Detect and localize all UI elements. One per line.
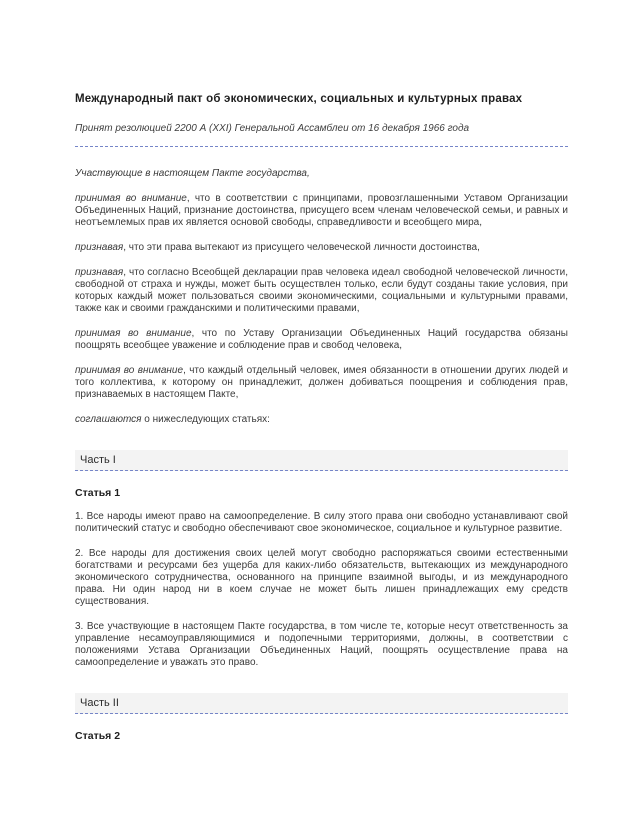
preamble-agreement-text: о нижеследующих статьях: xyxy=(141,414,270,425)
spacer xyxy=(75,682,568,693)
preamble-clause-1 xyxy=(75,193,568,229)
preamble-clause-1-lead: принимая во внимание xyxy=(75,193,187,204)
preamble-clause-3-text: , что согласно Всеобщей декларации прав человека идеал свободной человеческой личности, свободной от страха и нужды, может быть осуществлен только, если будут созданы такие условия, при которых каждый может пользоваться своими экономическими, социальными и культурными правами, также как и своими гражданскими и политическими правами, xyxy=(75,267,568,314)
document-subtitle: Принят резолюцией 2200 А (XXI) Генеральной Ассамблеи от 16 декабря 1966 года xyxy=(75,123,470,134)
article-1-paragraph-1: 1. Все народы имеют право на самоопределение. В силу этого права они свободно устанавливают свой политический статус и свободно обеспечивают свое экономическое, социальное и культурное развитие. xyxy=(75,511,568,534)
preamble-clause-2-text: , что эти права вытекают из присущего человеческой личности достоинства, xyxy=(123,242,480,253)
preamble-clause-1-text: , что в соответствии с принципами, провозглашенными Уставом Организации Объединенных Наций, признание достоинства, присущего всем членам человеческой семьи, и равных и неотъемлемых прав их является основой свободы, справедливости и всеобщего мира, xyxy=(75,193,568,228)
preamble-clause-4-lead: принимая во внимание xyxy=(75,328,192,339)
article-title-1: Статья 1 xyxy=(75,487,121,499)
preamble-clause-5 xyxy=(75,365,568,401)
section-heading-part-2: Часть II xyxy=(80,697,119,709)
preamble-clause-5-text: , что каждый отдельный человек, имея обязанности в отношении других людей и того коллектива, к которому он принадлежит, должен добиваться поощрения и соблюдения прав, признаваемых в настоящем Пакте, xyxy=(75,365,568,400)
preamble-clause-4-text: , что по Уставу Организации Объединенных Наций государства обязаны поощрять всеобщее уважение и соблюдение прав и свобод человека, xyxy=(75,328,568,351)
preamble-clause-2 xyxy=(75,242,568,254)
preamble-clause-2-lead: признавая xyxy=(75,242,124,253)
preamble-agreement xyxy=(75,414,568,426)
article-1-paragraph-2: 2. Все народы для достижения своих целей могут свободно распоряжаться своими естественными богатствами и ресурсами без ущерба для каких-либо обязательств, вытекающих из международного экономического сотрудничества, основанного на принципе взаимной выгоды, и из международного права. Ни один народ ни в коем случае не может быть лишен принадлежащих ему средств существования. xyxy=(75,548,568,607)
section-header-part-2 xyxy=(75,693,568,714)
preamble-clause-5-lead: принимая во внимание xyxy=(75,365,184,376)
article-1-paragraph-3: 3. Все участвующие в настоящем Пакте государства, в том числе те, которые несут ответственность за управление несамоуправляющимися и подопечными территориями, должны, в соответствии с положениями Устава Организации Объединенных Наций, поощрять осуществление права на самоопределение и уважать это право. xyxy=(75,621,568,668)
section-header-part-1 xyxy=(75,450,568,471)
preamble-opening: Участвующие в настоящем Пакте государства, xyxy=(75,168,310,179)
article-title-2: Статья 2 xyxy=(75,730,121,742)
preamble-clause-3 xyxy=(75,267,568,315)
section-heading-part-1: Часть I xyxy=(80,454,116,466)
dashed-separator-top xyxy=(75,146,568,147)
preamble-agreement-lead: соглашаются xyxy=(75,414,142,425)
preamble-clause-4 xyxy=(75,328,568,352)
document-title: Международный пакт об экономических, социальных и культурных правах xyxy=(75,93,523,105)
preamble-clause-3-lead: признавая xyxy=(75,267,124,278)
